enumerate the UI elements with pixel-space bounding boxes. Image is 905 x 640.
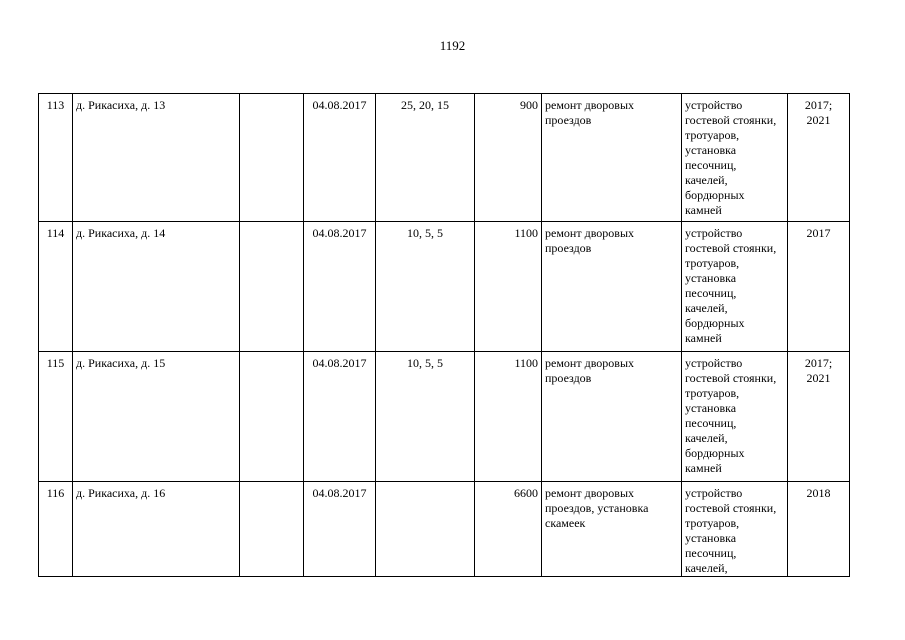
- row-number-cell: 113: [39, 94, 73, 222]
- extra-line: бордюрных: [685, 188, 745, 202]
- extra-line: тротуаров,: [685, 386, 740, 400]
- extra-line: песочниц,: [685, 546, 737, 560]
- date-cell: 04.08.2017: [304, 352, 376, 482]
- address-cell: д. Рикасиха, д. 16: [73, 482, 240, 577]
- area-cell: 1100: [475, 352, 542, 482]
- extra-line: бордюрных: [685, 316, 745, 330]
- works-line: ремонт дворовых: [545, 226, 635, 240]
- table-row: [39, 94, 850, 222]
- blank-cell: [240, 352, 304, 482]
- works-line: скамеек: [545, 516, 586, 530]
- table-row: [39, 482, 850, 577]
- works-cell: [542, 222, 682, 352]
- address-cell: д. Рикасиха, д. 14: [73, 222, 240, 352]
- extra-line: гостевой стоянки,: [685, 501, 777, 515]
- row-number-cell: 116: [39, 482, 73, 577]
- extra-line: устройство: [685, 486, 743, 500]
- dimensions-cell: 10, 5, 5: [376, 222, 475, 352]
- extra-line: тротуаров,: [685, 128, 740, 142]
- year-cell: [788, 352, 850, 482]
- extra-line: камней: [685, 331, 722, 345]
- extra-line: бордюрных: [685, 446, 745, 460]
- year-line: 2018: [806, 486, 831, 500]
- works-line: проездов: [545, 241, 592, 255]
- row-number-cell: 114: [39, 222, 73, 352]
- extra-line: качелей,: [685, 561, 728, 575]
- year-line: 2017: [806, 226, 831, 240]
- extra-line: песочниц,: [685, 416, 737, 430]
- works-line: ремонт дворовых: [545, 486, 635, 500]
- area-cell: 900: [475, 94, 542, 222]
- dimensions-cell: 10, 5, 5: [376, 352, 475, 482]
- area-cell: 1100: [475, 222, 542, 352]
- works-line: проездов: [545, 371, 592, 385]
- extra-line: камней: [685, 203, 722, 217]
- blank-cell: [240, 482, 304, 577]
- extra-line: камней: [685, 461, 722, 475]
- blank-cell: [240, 222, 304, 352]
- year-cell: [788, 94, 850, 222]
- date-cell: 04.08.2017: [304, 482, 376, 577]
- extra-line: устройство: [685, 226, 743, 240]
- extra-line: гостевой стоянки,: [685, 371, 777, 385]
- row-number-cell: 115: [39, 352, 73, 482]
- works-cell: [542, 352, 682, 482]
- works-line: ремонт дворовых: [545, 356, 635, 370]
- extra-line: установка: [685, 401, 737, 415]
- extra-line: установка: [685, 143, 737, 157]
- extra-line: устройство: [685, 356, 743, 370]
- year-line: 2017;: [804, 98, 833, 112]
- extra-line: установка: [685, 271, 737, 285]
- extra-works-cell: [682, 482, 788, 577]
- extra-line: тротуаров,: [685, 516, 740, 530]
- extra-line: гостевой стоянки,: [685, 113, 777, 127]
- area-cell: 6600: [475, 482, 542, 577]
- dimensions-cell: [376, 482, 475, 577]
- blank-cell: [240, 94, 304, 222]
- year-cell: [788, 482, 850, 577]
- extra-line: песочниц,: [685, 286, 737, 300]
- works-cell: [542, 94, 682, 222]
- extra-works-cell: [682, 94, 788, 222]
- extra-line: тротуаров,: [685, 256, 740, 270]
- page-number: 1192: [439, 38, 466, 53]
- table-row: [39, 352, 850, 482]
- extra-line: установка: [685, 531, 737, 545]
- address-cell: д. Рикасиха, д. 15: [73, 352, 240, 482]
- extra-line: качелей,: [685, 173, 728, 187]
- extra-line: песочниц,: [685, 158, 737, 172]
- extra-works-cell: [682, 352, 788, 482]
- dimensions-cell: 25, 20, 15: [376, 94, 475, 222]
- table-row: [39, 222, 850, 352]
- works-line: проездов: [545, 113, 592, 127]
- date-cell: 04.08.2017: [304, 222, 376, 352]
- date-cell: 04.08.2017: [304, 94, 376, 222]
- works-line: проездов, установка: [545, 501, 649, 515]
- year-line: 2017;: [804, 356, 833, 370]
- year-line: 2021: [806, 371, 831, 385]
- extra-line: гостевой стоянки,: [685, 241, 777, 255]
- extra-line: качелей,: [685, 301, 728, 315]
- year-cell: [788, 222, 850, 352]
- address-cell: д. Рикасиха, д. 13: [73, 94, 240, 222]
- registry-table: [38, 93, 850, 577]
- extra-line: качелей,: [685, 431, 728, 445]
- works-cell: [542, 482, 682, 577]
- extra-line: устройство: [685, 98, 743, 112]
- year-line: 2021: [806, 113, 831, 127]
- extra-works-cell: [682, 222, 788, 352]
- works-line: ремонт дворовых: [545, 98, 635, 112]
